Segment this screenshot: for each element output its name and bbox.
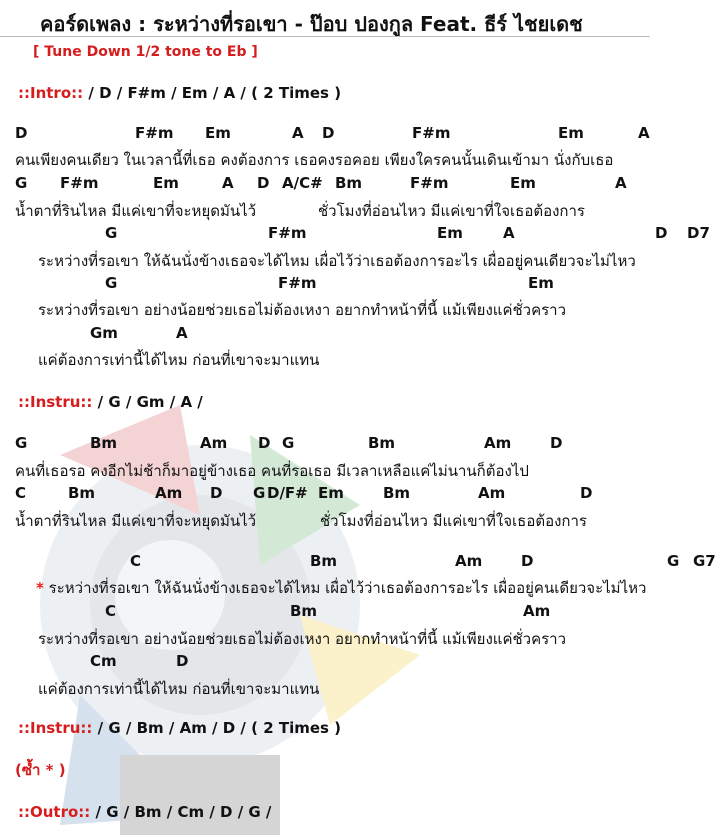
lyric-line: ชั่วโมงที่อ่อนไหว มีแค่เขาที่ใจเธอต้องการ [318,202,585,220]
lyric-line: น้ำตาที่รินไหล มีแค่เขาที่จะหยุดมันไว้ [15,512,257,530]
chord: C [105,602,117,620]
tuning-note: [ Tune Down 1/2 tone to Eb ] [33,44,258,60]
instru-line-2 [18,719,341,737]
chord: F#m [412,124,451,142]
lyric-line: ระหว่างที่รอเขา ให้ฉันนั่งข้างเธอจะได้ไหม เผื่อไว้ว่าเธอต้องการอะไร เผื่ออยู่คนเดียวจะไม่ไหว [48,579,647,597]
chord: Em [437,224,463,242]
lyric-line: คนที่เธอรอ คงอีกไม่ช้าก็มาอยู่ข้างเธอ คนที่รอเธอ มีเวลาเหลือแค่ไม่นานก็ต้องไป [15,462,529,480]
chord: D [322,124,335,142]
chord: Em [205,124,231,142]
chord: D [655,224,668,242]
chord: Bm [335,174,363,192]
instru-label: ::Instru:: [18,719,93,737]
chord: D [257,174,270,192]
chord: G [15,174,28,192]
chord: Am [200,434,228,452]
chord: G [282,434,295,452]
instru-label: ::Instru:: [18,393,93,411]
repeat-star-mark: * [36,579,44,597]
chord: F#m [268,224,307,242]
instru-chords: / G / Bm / Am / D / ( 2 Times ) [92,719,342,737]
chord: D [15,124,28,142]
chord: Em [528,274,554,292]
lyric-line: ระหว่างที่รอเขา อย่างน้อยช่วยเธอไม่ต้องเหงา อยากทำหน้าที่นี้ แม้เพียงแค่ชั่วคราว [38,301,567,319]
chorus-marked-line [36,576,646,600]
chord: G [105,274,118,292]
lyric-line: ชั่วโมงที่อ่อนไหว มีแค่เขาที่ใจเธอต้องการ [320,512,587,530]
lyric-line: ระหว่างที่รอเขา อย่างน้อยช่วยเธอไม่ต้องเหงา อยากทำหน้าที่นี้ แม้เพียงแค่ชั่วคราว [38,630,567,648]
chord: F#m [135,124,174,142]
chord: Am [484,434,512,452]
chord: Em [153,174,179,192]
chord: C [130,552,142,570]
chord: G7 [693,552,716,570]
chord: Bm [90,434,118,452]
chord: G [667,552,680,570]
intro-chords: / D / F#m / Em / A / ( 2 Times ) [83,84,342,102]
chord: Bm [68,484,96,502]
chord: G [15,434,28,452]
chord: A [222,174,234,192]
chord: Am [155,484,183,502]
chord: Am [455,552,483,570]
chord: Bm [310,552,338,570]
intro-line [18,84,341,102]
chord: Em [558,124,584,142]
page-title: คอร์ดเพลง : ระหว่างที่รอเขา - ป๊อบ ปองกูล Feat. ธีร์ ไชยเดช [40,12,583,36]
chord: A [638,124,650,142]
chord: A [615,174,627,192]
lyric-line: คนเพียงคนเดียว ในเวลานี้ที่เธอ คงต้องการ เธอคงรอคอย เพียงใครคนนั้นเดินเข้ามา นั่งกับเธอ [15,151,614,169]
lyric-line: น้ำตาที่รินไหล มีแค่เขาที่จะหยุดมันไว้ [15,202,257,220]
chord: A [503,224,515,242]
chord: Cm [90,652,117,670]
chord: G [105,224,118,242]
chord: D [210,484,223,502]
chord: Em [318,484,344,502]
chord: Bm [290,602,318,620]
chord: Am [523,602,551,620]
lyric-line: ระหว่างที่รอเขา ให้ฉันนั่งข้างเธอจะได้ไหม เผื่อไว้ว่าเธอต้องการอะไร เผื่ออยู่คนเดียวจะไม่ไหว [38,252,636,270]
chord: A [176,324,188,342]
chord: Am [478,484,506,502]
instru-line-1 [18,393,203,411]
intro-label: ::Intro:: [18,84,84,102]
chord: D/F# [267,484,308,502]
chord: Bm [368,434,396,452]
chord: D7 [687,224,710,242]
chord: G [253,484,266,502]
instru-chords: / G / Gm / A / [92,393,203,411]
chord: F#m [60,174,99,192]
chord: F#m [410,174,449,192]
chord: D [550,434,563,452]
repeat-instruction: (ซ้ำ * ) [15,761,66,779]
chord: D [521,552,534,570]
lyric-line: แค่ต้องการเท่านี้ได้ไหม ก่อนที่เขาจะมาแทน [38,351,320,369]
chord: A [292,124,304,142]
outro-chords: / G / Bm / Cm / D / G / [90,803,272,821]
chord: Em [510,174,536,192]
outro-label: ::Outro:: [18,803,91,821]
chord: Gm [90,324,118,342]
chord: D [258,434,271,452]
chord: A/C# [282,174,323,192]
chord: C [15,484,27,502]
outro-line [18,803,271,821]
chord: D [580,484,593,502]
lyric-line: แค่ต้องการเท่านี้ได้ไหม ก่อนที่เขาจะมาแทน [38,680,320,698]
chord: D [176,652,189,670]
chord: Bm [383,484,411,502]
title-divider [0,36,650,37]
chord: F#m [278,274,317,292]
